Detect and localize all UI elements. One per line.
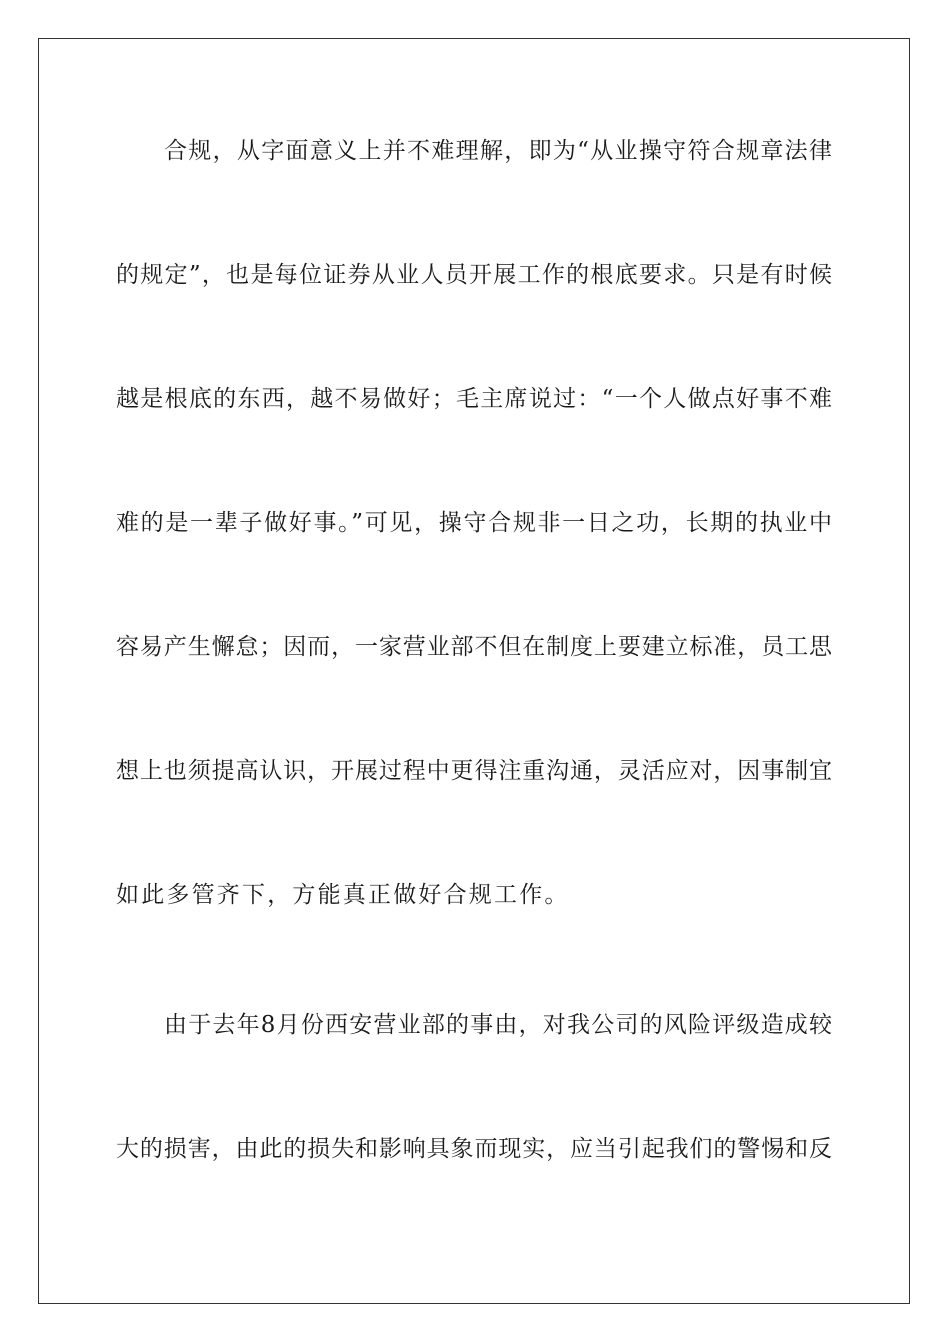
paragraph-2-line-1: 由于去年8月份西安营业部的事由，对我公司的风险评级造成较: [164, 1012, 832, 1038]
paragraph-1-line-5: 容易产生懈怠；因而，一家营业部不但在制度上要建立标准，员工思: [116, 634, 832, 660]
paragraph-1-line-6: 想上也须提高认识，开展过程中更得注重沟通，灵活应对，因事制宜: [116, 758, 832, 784]
paragraph-1-line-2: 的规定”，也是每位证券从业人员开展工作的根底要求。只是有时候: [116, 262, 832, 288]
page-border: [38, 38, 910, 1304]
paragraph-1-line-1: 合规，从字面意义上并不难理解，即为“从业操守符合规章法律: [164, 138, 832, 164]
paragraph-2-line-2: 大的损害，由此的损失和影响具象而现实，应当引起我们的警惕和反: [116, 1136, 832, 1162]
paragraph-1-line-4: 难的是一辈子做好事。”可见，操守合规非一日之功，长期的执业中: [116, 510, 832, 536]
paragraph-1-line-7: 如此多管齐下，方能真正做好合规工作。: [116, 882, 570, 908]
paragraph-1-line-3: 越是根底的东西，越不易做好；毛主席说过：“一个人做点好事不难: [116, 386, 832, 412]
